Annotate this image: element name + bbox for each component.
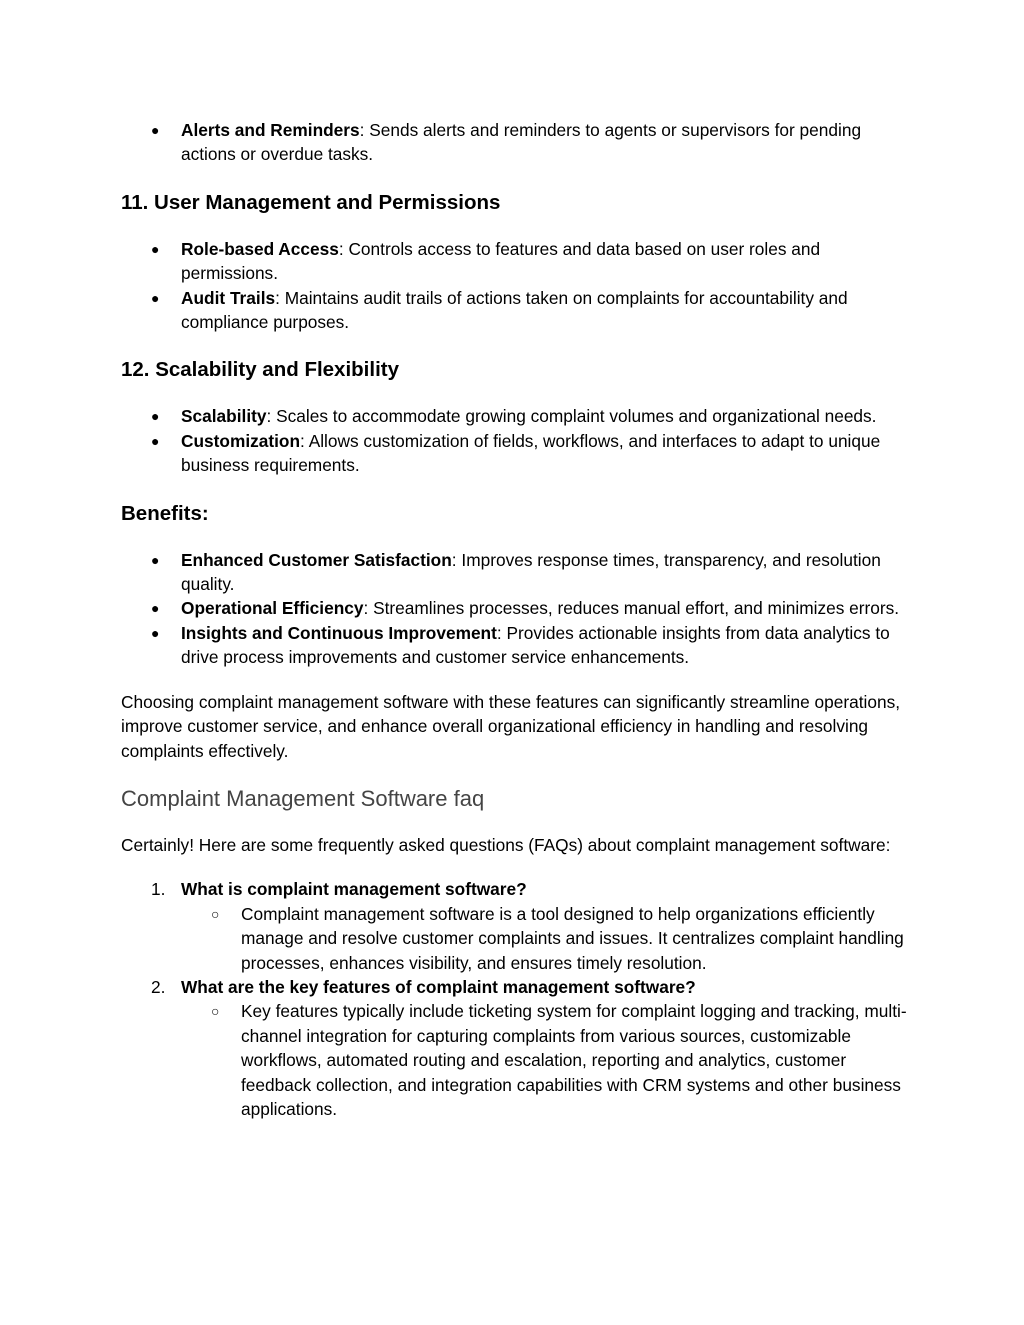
list-item xyxy=(121,237,911,286)
list-item-text: : Scales to accommodate growing complaint volumes and organizational needs. xyxy=(266,406,877,427)
faq-item xyxy=(121,877,911,975)
list-item-text: : Provides actionable insights from data analytics to drive process improvements and customer service enhancements. xyxy=(181,622,890,668)
faq-answer: Key features typically include ticketing system for complaint logging and tracking, multi-channel integration for capturing complaints from various sources, customizable workflows, automated routing and escalation, reporting and analytics, customer feedback collection, and integration capabilities with CRM systems and other business applications. xyxy=(241,1001,907,1119)
list-item-term: Audit Trails xyxy=(181,287,276,308)
faq-intro-paragraph: Certainly! Here are some frequently asked questions (FAQs) about complaint management software: xyxy=(121,834,891,855)
list-item-text: : Allows customization of fields, workflows, and interfaces to adapt to unique business requirements. xyxy=(181,430,881,476)
section-heading-scalability: 12. Scalability and Flexibility xyxy=(121,358,399,382)
faq-list xyxy=(121,877,911,1121)
faq-question: What is complaint management software? xyxy=(181,879,527,900)
list-item xyxy=(121,404,911,428)
list-item-text: : Maintains audit trails of actions taken on complaints for accountability and compliance purposes. xyxy=(181,287,848,333)
bullet-icon: ● xyxy=(151,408,160,425)
faq-heading: Complaint Management Software faq xyxy=(121,785,485,811)
list-item-term: Role-based Access xyxy=(181,238,339,259)
faq-item xyxy=(121,975,911,1121)
scalability-list xyxy=(121,404,911,477)
bullet-icon: ● xyxy=(151,551,160,568)
list-item-term: Scalability xyxy=(181,406,267,427)
list-item-term: Customization xyxy=(181,430,301,451)
benefits-list xyxy=(121,548,911,670)
section-heading-user-management: 11. User Management and Permissions xyxy=(121,190,501,214)
faq-answer: Complaint management software is a tool designed to help organizations efficiently manage and resolve customer complaints and issues. It centralizes complaint handling processes, enhances visibility, and ensures timely resolution. xyxy=(241,903,904,973)
hollow-bullet-icon: ○ xyxy=(211,905,220,922)
list-item xyxy=(121,596,911,620)
faq-question: What are the key features of complaint management software? xyxy=(181,976,696,997)
list-number: 2. xyxy=(151,976,166,997)
list-item xyxy=(121,286,911,335)
list-item xyxy=(121,621,911,670)
list-item-text: : Sends alerts and reminders to agents or supervisors for pending actions or overdue tasks. xyxy=(181,120,862,165)
bullet-icon: ● xyxy=(151,600,160,617)
faq-answer-item xyxy=(181,999,911,1121)
bullet-icon: ● xyxy=(151,624,160,641)
document-page xyxy=(121,118,911,1121)
list-item-term: Insights and Continuous Improvement xyxy=(181,622,497,643)
list-item-text: : Controls access to features and data based on user roles and permissions. xyxy=(181,238,821,284)
list-item-term: Alerts and Reminders xyxy=(181,120,360,140)
bullet-icon: ● xyxy=(151,122,160,138)
list-item-text: : Streamlines processes, reduces manual effort, and minimizes errors. xyxy=(363,598,900,619)
list-number: 1. xyxy=(151,879,166,900)
section-heading-benefits: Benefits: xyxy=(121,501,209,525)
list-item xyxy=(121,429,911,478)
faq-answer-item xyxy=(181,902,911,975)
user-management-list xyxy=(121,237,911,335)
hollow-bullet-icon: ○ xyxy=(211,1003,220,1020)
bullet-icon: ● xyxy=(151,240,160,257)
conclusion-paragraph: Choosing complaint management software with these features can significantly streamline operations, improve customer service, and enhance overall organizational efficiency in handling and resolving complaints effectively. xyxy=(121,691,901,761)
list-item xyxy=(121,548,911,597)
bullet-icon: ● xyxy=(151,432,160,449)
list-item-term: Enhanced Customer Satisfaction xyxy=(181,549,452,570)
list-item xyxy=(121,118,911,167)
bullet-icon: ● xyxy=(151,289,160,306)
list-item-text: : Improves response times, transparency, and resolution quality. xyxy=(181,549,881,595)
list-item-term: Operational Efficiency xyxy=(181,598,364,619)
intro-bullet-list xyxy=(121,118,911,167)
